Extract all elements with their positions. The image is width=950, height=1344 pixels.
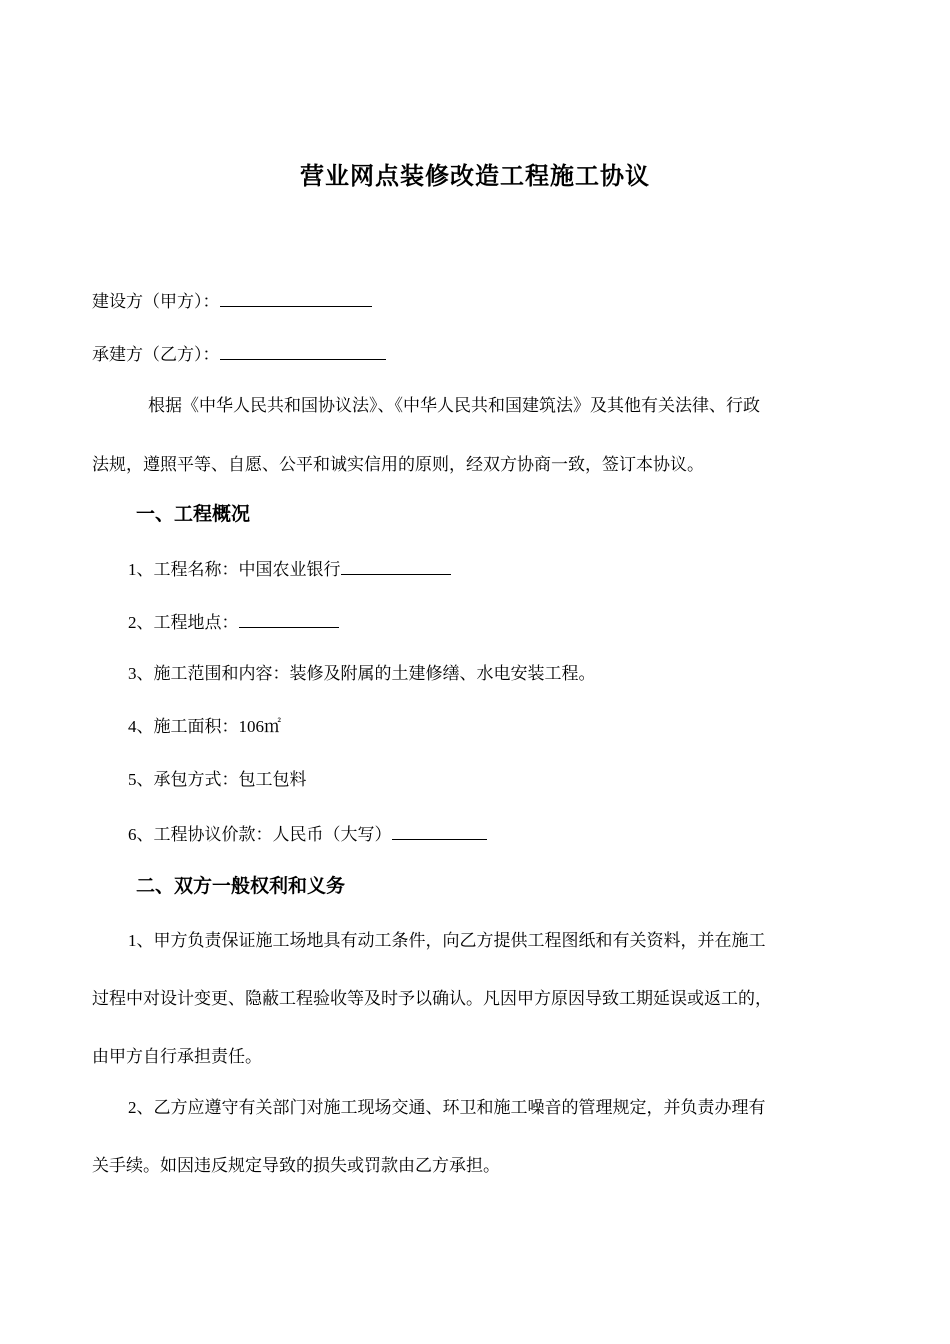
clause-2-line-1: 2、乙方应遵守有关部门对施工现场交通、环卫和施工噪音的管理规定，并负责办理有 (128, 1098, 766, 1117)
project-location-blank (239, 609, 339, 628)
section-1-item-2 (128, 609, 339, 635)
section-2-heading: 二、双方一般权利和义务 (136, 876, 346, 897)
section-1-item-4: 4、施工面积：106㎡ (128, 717, 281, 736)
project-location-label: 2、工程地点： (128, 613, 239, 632)
party-b-label: 承建方（乙方）： (92, 345, 220, 364)
clause-1-line-2: 过程中对设计变更、隐蔽工程验收等及时予以确认。凡因甲方原因导致工期延误或返工的， (92, 989, 772, 1008)
party-a-blank (220, 288, 372, 307)
clause-2-line-2: 关手续。如因违反规定导致的损失或罚款由乙方承担。 (92, 1156, 500, 1175)
party-a-line (92, 288, 372, 314)
preamble-line-2: 法规，遵照平等、自愿、公平和诚实信用的原则，经双方协商一致，签订本协议。 (92, 455, 704, 474)
preamble-line-1: 根据《中华人民共和国协议法》、《中华人民共和国建筑法》及其他有关法律、行政 (148, 396, 760, 415)
contract-price-label: 6、工程协议价款：人民币（大写） (128, 825, 392, 844)
section-1-heading: 一、工程概况 (136, 504, 251, 525)
section-1-item-6 (128, 821, 487, 847)
contract-price-blank (392, 821, 487, 840)
document-title: 营业网点装修改造工程施工协议 (300, 164, 650, 190)
project-name-label: 1、工程名称：中国农业银行 (128, 560, 341, 579)
party-b-blank (220, 341, 386, 360)
clause-1-line-1: 1、甲方负责保证施工场地具有动工条件，向乙方提供工程图纸和有关资料，并在施工 (128, 931, 766, 950)
section-1-item-1 (128, 556, 451, 582)
party-a-label: 建设方（甲方）： (92, 292, 220, 311)
section-1-item-5: 5、承包方式：包工包料 (128, 770, 307, 789)
party-b-line (92, 341, 386, 367)
project-name-blank (341, 556, 451, 575)
section-1-item-3: 3、施工范围和内容：装修及附属的土建修缮、水电安装工程。 (128, 664, 596, 683)
clause-1-line-3: 由甲方自行承担责任。 (92, 1047, 262, 1066)
